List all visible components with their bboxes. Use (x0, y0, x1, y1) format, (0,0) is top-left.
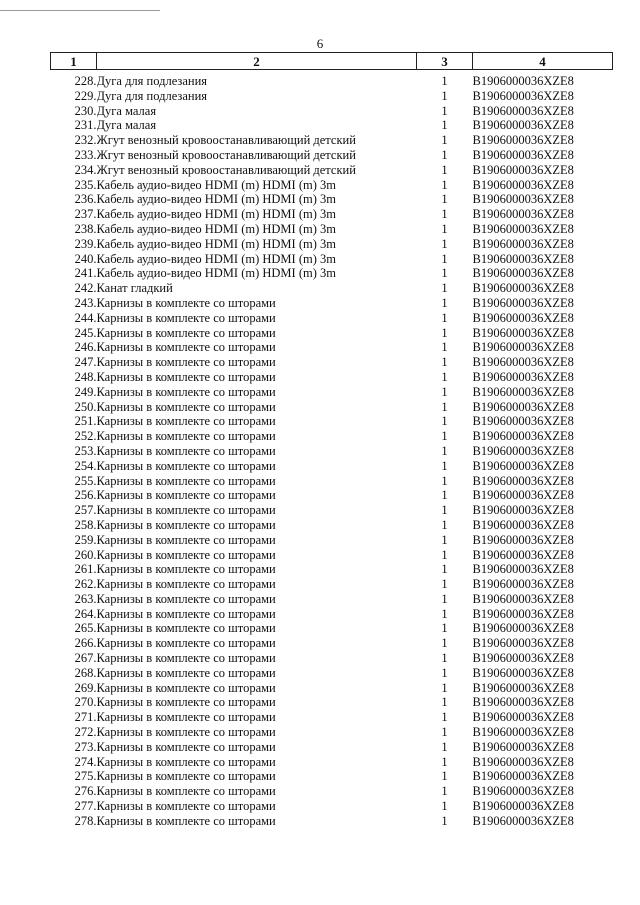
item-quantity: 1 (441, 103, 448, 118)
row-number: 258. (74, 517, 97, 532)
item-name: Кабель аудио-видео HDMI (m) HDMI (m) 3m (96, 266, 336, 281)
header-col-3: 3 (417, 53, 473, 70)
table-row (51, 799, 613, 814)
item-code: B1906000036XZE8 (472, 310, 574, 325)
row-number: 229. (74, 88, 97, 103)
row-number: 262. (74, 577, 97, 592)
item-quantity: 1 (441, 133, 448, 148)
item-code: B1906000036XZE8 (472, 414, 574, 429)
row-number: 277. (74, 799, 97, 814)
item-quantity: 1 (441, 147, 448, 162)
item-name: Карнизы в комплекте со шторами (96, 769, 276, 784)
table-row (51, 695, 613, 710)
header-col-1: 1 (51, 53, 97, 70)
row-number: 232. (74, 133, 97, 148)
table-row (51, 414, 613, 429)
item-quantity: 1 (441, 577, 448, 592)
item-code: B1906000036XZE8 (472, 355, 574, 370)
row-number: 237. (74, 207, 97, 222)
item-quantity: 1 (441, 236, 448, 251)
item-code: B1906000036XZE8 (472, 577, 574, 592)
item-name: Карнизы в комплекте со шторами (96, 725, 276, 740)
item-code: B1906000036XZE8 (472, 251, 574, 266)
table-row (51, 474, 613, 489)
item-quantity: 1 (441, 503, 448, 518)
item-quantity: 1 (441, 162, 448, 177)
table-row (51, 533, 613, 548)
table-row (51, 429, 613, 444)
item-code: B1906000036XZE8 (472, 88, 574, 103)
item-name: Карнизы в комплекте со шторами (96, 488, 276, 503)
table-row (51, 725, 613, 740)
item-code: B1906000036XZE8 (472, 591, 574, 606)
item-name: Жгут венозный кровоостанавливающий детский (96, 133, 356, 148)
item-name: Карнизы в комплекте со шторами (96, 443, 276, 458)
item-quantity: 1 (441, 355, 448, 370)
item-code: B1906000036XZE8 (472, 443, 574, 458)
table-row (51, 518, 613, 533)
table-row (51, 207, 613, 222)
item-quantity: 1 (441, 695, 448, 710)
item-name: Жгут венозный кровоостанавливающий детский (96, 162, 356, 177)
item-code: B1906000036XZE8 (472, 651, 574, 666)
item-code: B1906000036XZE8 (472, 192, 574, 207)
table-row (51, 666, 613, 681)
item-code: B1906000036XZE8 (472, 799, 574, 814)
item-name: Карнизы в комплекте со шторами (96, 414, 276, 429)
item-name: Карнизы в комплекте со шторами (96, 710, 276, 725)
item-name: Карнизы в комплекте со шторами (96, 651, 276, 666)
item-name: Дуга малая (96, 118, 157, 133)
table-row (51, 784, 613, 799)
row-number: 275. (74, 769, 97, 784)
table-row (51, 577, 613, 592)
item-name: Карнизы в комплекте со шторами (96, 562, 276, 577)
row-number: 242. (74, 281, 97, 296)
table-row (51, 89, 613, 104)
row-number: 234. (74, 162, 97, 177)
item-quantity: 1 (441, 340, 448, 355)
item-name: Карнизы в комплекте со шторами (96, 547, 276, 562)
item-quantity: 1 (441, 754, 448, 769)
row-number: 260. (74, 547, 97, 562)
table-row (51, 548, 613, 563)
item-name: Карнизы в комплекте со шторами (96, 695, 276, 710)
item-quantity: 1 (441, 547, 448, 562)
item-code: B1906000036XZE8 (472, 784, 574, 799)
item-name: Кабель аудио-видео HDMI (m) HDMI (m) 3m (96, 177, 336, 192)
row-number: 230. (74, 103, 97, 118)
row-number: 265. (74, 621, 97, 636)
table-row (51, 400, 613, 415)
item-name: Карнизы в комплекте со шторами (96, 355, 276, 370)
header-col-4: 4 (473, 53, 613, 70)
header-row (51, 53, 613, 70)
item-code: B1906000036XZE8 (472, 562, 574, 577)
item-code: B1906000036XZE8 (472, 665, 574, 680)
item-quantity: 1 (441, 784, 448, 799)
item-quantity: 1 (441, 813, 448, 828)
item-name: Кабель аудио-видео HDMI (m) HDMI (m) 3m (96, 236, 336, 251)
table-row (51, 178, 613, 193)
item-code: B1906000036XZE8 (472, 369, 574, 384)
item-quantity: 1 (441, 591, 448, 606)
item-quantity: 1 (441, 207, 448, 222)
row-number: 266. (74, 636, 97, 651)
item-code: B1906000036XZE8 (472, 725, 574, 740)
item-code: B1906000036XZE8 (472, 177, 574, 192)
item-name: Карнизы в комплекте со шторами (96, 665, 276, 680)
item-quantity: 1 (441, 399, 448, 414)
item-code: B1906000036XZE8 (472, 547, 574, 562)
table-row (51, 118, 613, 133)
table-row (51, 296, 613, 311)
table-row (51, 237, 613, 252)
item-name: Карнизы в комплекте со шторами (96, 369, 276, 384)
table-row (51, 562, 613, 577)
row-number: 261. (74, 562, 97, 577)
item-quantity: 1 (441, 384, 448, 399)
item-code: B1906000036XZE8 (472, 103, 574, 118)
item-name: Карнизы в комплекте со шторами (96, 799, 276, 814)
row-number: 255. (74, 473, 97, 488)
item-quantity: 1 (441, 458, 448, 473)
row-number: 241. (74, 266, 97, 281)
row-number: 233. (74, 147, 97, 162)
item-name: Карнизы в комплекте со шторами (96, 295, 276, 310)
item-quantity: 1 (441, 517, 448, 532)
item-code: B1906000036XZE8 (472, 813, 574, 828)
item-name: Карнизы в комплекте со шторами (96, 621, 276, 636)
item-quantity: 1 (441, 325, 448, 340)
row-number: 244. (74, 310, 97, 325)
item-name: Карнизы в комплекте со шторами (96, 813, 276, 828)
item-name: Карнизы в комплекте со шторами (96, 429, 276, 444)
table-row (51, 459, 613, 474)
item-name: Карнизы в комплекте со шторами (96, 591, 276, 606)
table-row (51, 133, 613, 148)
row-number: 240. (74, 251, 97, 266)
table-row (51, 104, 613, 119)
item-name: Кабель аудио-видео HDMI (m) HDMI (m) 3m (96, 251, 336, 266)
table-body (51, 70, 613, 829)
table-row (51, 385, 613, 400)
item-name: Карнизы в комплекте со шторами (96, 473, 276, 488)
item-quantity: 1 (441, 88, 448, 103)
item-name: Карнизы в комплекте со шторами (96, 680, 276, 695)
table-row (51, 503, 613, 518)
table-row (51, 740, 613, 755)
table-row (51, 311, 613, 326)
item-name: Карнизы в комплекте со шторами (96, 325, 276, 340)
table-row (51, 769, 613, 784)
row-number: 259. (74, 532, 97, 547)
item-name: Карнизы в комплекте со шторами (96, 784, 276, 799)
item-quantity: 1 (441, 725, 448, 740)
item-quantity: 1 (441, 636, 448, 651)
row-number: 278. (74, 813, 97, 828)
item-code: B1906000036XZE8 (472, 207, 574, 222)
item-name: Карнизы в комплекте со шторами (96, 517, 276, 532)
item-name: Карнизы в комплекте со шторами (96, 754, 276, 769)
row-number: 270. (74, 695, 97, 710)
table-row (51, 252, 613, 267)
table-row (51, 814, 613, 829)
item-code: B1906000036XZE8 (472, 517, 574, 532)
item-name: Карнизы в комплекте со шторами (96, 310, 276, 325)
row-number: 268. (74, 665, 97, 680)
item-quantity: 1 (441, 192, 448, 207)
item-name: Карнизы в комплекте со шторами (96, 636, 276, 651)
table-row (51, 607, 613, 622)
item-name: Кабель аудио-видео HDMI (m) HDMI (m) 3m (96, 192, 336, 207)
row-number: 257. (74, 503, 97, 518)
table-row (51, 340, 613, 355)
item-name: Карнизы в комплекте со шторами (96, 577, 276, 592)
row-number: 247. (74, 355, 97, 370)
table-row (51, 488, 613, 503)
item-code: B1906000036XZE8 (472, 384, 574, 399)
item-code: B1906000036XZE8 (472, 458, 574, 473)
item-code: B1906000036XZE8 (472, 147, 574, 162)
item-quantity: 1 (441, 651, 448, 666)
item-name: Жгут венозный кровоостанавливающий детский (96, 147, 356, 162)
scan-edge-line (0, 10, 160, 11)
table-row (51, 266, 613, 281)
row-number: 235. (74, 177, 97, 192)
row-number: 256. (74, 488, 97, 503)
item-quantity: 1 (441, 532, 448, 547)
item-quantity: 1 (441, 621, 448, 636)
row-number: 249. (74, 384, 97, 399)
item-quantity: 1 (441, 251, 448, 266)
header-col-2: 2 (97, 53, 417, 70)
item-quantity: 1 (441, 295, 448, 310)
table-row (51, 148, 613, 163)
item-name: Дуга малая (96, 103, 157, 118)
row-number: 231. (74, 118, 97, 133)
row-number: 238. (74, 221, 97, 236)
table-row (51, 651, 613, 666)
item-quantity: 1 (441, 710, 448, 725)
item-name: Кабель аудио-видео HDMI (m) HDMI (m) 3m (96, 207, 336, 222)
table-row (51, 710, 613, 725)
row-number: 267. (74, 651, 97, 666)
item-code: B1906000036XZE8 (472, 118, 574, 133)
row-number: 248. (74, 369, 97, 384)
row-number: 228. (74, 74, 97, 88)
row-number: 253. (74, 443, 97, 458)
row-number: 263. (74, 591, 97, 606)
item-code: B1906000036XZE8 (472, 133, 574, 148)
item-name: Карнизы в комплекте со шторами (96, 458, 276, 473)
item-name: Дуга для подлезания (96, 88, 208, 103)
item-code: B1906000036XZE8 (472, 295, 574, 310)
table-row (51, 70, 613, 89)
table-row (51, 222, 613, 237)
item-quantity: 1 (441, 473, 448, 488)
item-quantity: 1 (441, 74, 448, 88)
item-quantity: 1 (441, 443, 448, 458)
table-row (51, 355, 613, 370)
table-row (51, 636, 613, 651)
row-number: 251. (74, 414, 97, 429)
item-code: B1906000036XZE8 (472, 488, 574, 503)
table-row (51, 326, 613, 341)
item-quantity: 1 (441, 281, 448, 296)
row-number: 250. (74, 399, 97, 414)
item-code: B1906000036XZE8 (472, 281, 574, 296)
item-code: B1906000036XZE8 (472, 236, 574, 251)
item-code: B1906000036XZE8 (472, 325, 574, 340)
item-code: B1906000036XZE8 (472, 739, 574, 754)
item-quantity: 1 (441, 606, 448, 621)
item-name: Канат гладкий (96, 281, 173, 296)
row-number: 264. (74, 606, 97, 621)
item-quantity: 1 (441, 118, 448, 133)
item-quantity: 1 (441, 488, 448, 503)
row-number: 245. (74, 325, 97, 340)
item-name: Карнизы в комплекте со шторами (96, 532, 276, 547)
item-quantity: 1 (441, 177, 448, 192)
item-code: B1906000036XZE8 (472, 399, 574, 414)
item-code: B1906000036XZE8 (472, 429, 574, 444)
item-quantity: 1 (441, 799, 448, 814)
table-row (51, 444, 613, 459)
item-quantity: 1 (441, 429, 448, 444)
row-number: 274. (74, 754, 97, 769)
item-quantity: 1 (441, 221, 448, 236)
item-code: B1906000036XZE8 (472, 680, 574, 695)
item-quantity: 1 (441, 680, 448, 695)
item-name: Дуга для подлезания (96, 74, 208, 88)
row-number: 239. (74, 236, 97, 251)
row-number: 273. (74, 739, 97, 754)
item-quantity: 1 (441, 739, 448, 754)
item-name: Карнизы в комплекте со шторами (96, 384, 276, 399)
item-code: B1906000036XZE8 (472, 695, 574, 710)
item-code: B1906000036XZE8 (472, 754, 574, 769)
item-code: B1906000036XZE8 (472, 340, 574, 355)
row-number: 271. (74, 710, 97, 725)
table-row (51, 592, 613, 607)
item-code: B1906000036XZE8 (472, 503, 574, 518)
item-quantity: 1 (441, 369, 448, 384)
item-code: B1906000036XZE8 (472, 221, 574, 236)
row-number: 254. (74, 458, 97, 473)
table-row (51, 281, 613, 296)
table-row (51, 621, 613, 636)
item-quantity: 1 (441, 562, 448, 577)
item-code: B1906000036XZE8 (472, 74, 574, 88)
item-name: Карнизы в комплекте со шторами (96, 340, 276, 355)
inventory-table (50, 52, 613, 829)
item-quantity: 1 (441, 310, 448, 325)
item-code: B1906000036XZE8 (472, 769, 574, 784)
item-code: B1906000036XZE8 (472, 532, 574, 547)
item-name: Карнизы в комплекте со шторами (96, 503, 276, 518)
page-number: 6 (316, 36, 324, 51)
row-number: 246. (74, 340, 97, 355)
row-number: 276. (74, 784, 97, 799)
table-header (51, 53, 613, 70)
item-quantity: 1 (441, 769, 448, 784)
row-number: 236. (74, 192, 97, 207)
item-code: B1906000036XZE8 (472, 266, 574, 281)
row-number: 252. (74, 429, 97, 444)
item-quantity: 1 (441, 414, 448, 429)
row-number: 243. (74, 295, 97, 310)
table-row (51, 681, 613, 696)
item-code: B1906000036XZE8 (472, 606, 574, 621)
table-row (51, 192, 613, 207)
table-row (51, 370, 613, 385)
item-quantity: 1 (441, 266, 448, 281)
item-code: B1906000036XZE8 (472, 162, 574, 177)
table-row (51, 755, 613, 770)
row-number: 272. (74, 725, 97, 740)
item-name: Карнизы в комплекте со шторами (96, 739, 276, 754)
item-name: Кабель аудио-видео HDMI (m) HDMI (m) 3m (96, 221, 336, 236)
item-code: B1906000036XZE8 (472, 473, 574, 488)
row-number: 269. (74, 680, 97, 695)
item-code: B1906000036XZE8 (472, 621, 574, 636)
item-name: Карнизы в комплекте со шторами (96, 399, 276, 414)
item-quantity: 1 (441, 665, 448, 680)
item-name: Карнизы в комплекте со шторами (96, 606, 276, 621)
table-row (51, 163, 613, 178)
item-code: B1906000036XZE8 (472, 636, 574, 651)
item-code: B1906000036XZE8 (472, 710, 574, 725)
